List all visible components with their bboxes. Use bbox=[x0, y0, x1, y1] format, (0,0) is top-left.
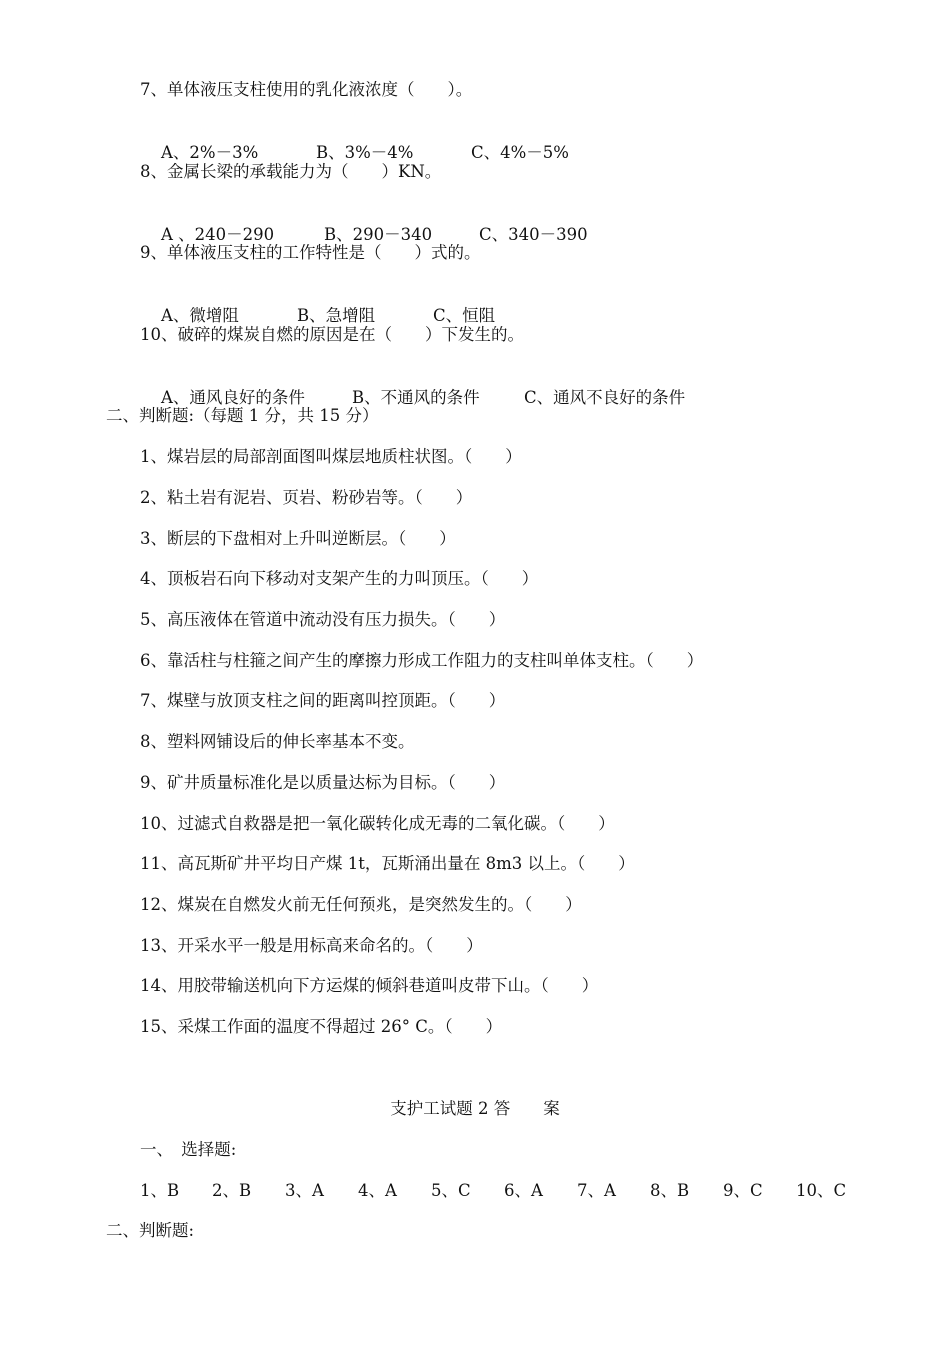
tf-item: 6、靠活柱与柱箍之间产生的摩擦力形成工作阻力的支柱叫单体支柱。（ ） bbox=[140, 651, 704, 670]
answer-item: 10、C bbox=[796, 1181, 847, 1200]
answer-item: 3、A bbox=[285, 1181, 324, 1200]
option: A 、240－290 bbox=[160, 225, 275, 244]
option: B、3%－4% bbox=[315, 143, 414, 162]
tf-item: 10、过滤式自救器是把一氧化碳转化成无毒的二氧化碳。（ ） bbox=[140, 814, 615, 833]
mc-question-8: 8、金属长梁的承载能力为（ ）KN。 bbox=[140, 162, 442, 181]
tf-item: 8、塑料网铺设后的伸长率基本不变。 bbox=[140, 732, 415, 751]
answer-item: 4、A bbox=[358, 1181, 397, 1200]
answer-item: 2、B bbox=[212, 1181, 252, 1200]
answers-mc-heading: 一、 选择题: bbox=[140, 1140, 237, 1159]
answer-item: 7、A bbox=[577, 1181, 616, 1200]
tf-item: 2、粘土岩有泥岩、页岩、粉砂岩等。（ ） bbox=[140, 488, 473, 507]
option: B、不通风的条件 bbox=[351, 388, 480, 407]
tf-item: 15、采煤工作面的温度不得超过 26° C。（ ） bbox=[140, 1017, 503, 1036]
tf-item: 7、煤壁与放顶支柱之间的距离叫控顶距。（ ） bbox=[140, 691, 506, 710]
answer-item: 1、B bbox=[140, 1181, 180, 1200]
tf-item: 3、断层的下盘相对上升叫逆断层。（ ） bbox=[140, 529, 456, 548]
tf-item: 12、煤炭在自燃发火前无任何预兆，是突然发生的。（ ） bbox=[140, 895, 582, 914]
answer-item: 5、C bbox=[431, 1181, 471, 1200]
tf-item: 5、高压液体在管道中流动没有压力损失。（ ） bbox=[140, 610, 506, 629]
answers-tf-heading: 二、判断题: bbox=[106, 1221, 195, 1240]
tf-item: 11、高瓦斯矿井平均日产煤 1t，瓦斯涌出量在 8m3 以上。（ ） bbox=[140, 854, 635, 873]
option: A、通风良好的条件 bbox=[160, 388, 305, 407]
mc-question-10: 10、破碎的煤炭自燃的原因是在（ ）下发生的。 bbox=[140, 325, 524, 344]
tf-heading: 二、判断题:（每题 1 分，共 15 分） bbox=[106, 406, 379, 425]
tf-item: 1、煤岩层的局部剖面图叫煤层地质柱状图。（ ） bbox=[140, 447, 522, 466]
answer-item: 8、B bbox=[650, 1181, 690, 1200]
option: B、290－340 bbox=[323, 225, 433, 244]
tf-item: 13、开采水平一般是用标高来命名的。（ ） bbox=[140, 936, 483, 955]
option: A、2%－3% bbox=[160, 143, 259, 162]
answers-title: 支护工试题 2 答 案 bbox=[390, 1099, 560, 1118]
answer-item: 9、C bbox=[723, 1181, 763, 1200]
option: C、340－390 bbox=[478, 225, 588, 244]
mc-question-7: 7、单体液压支柱使用的乳化液浓度（ ）。 bbox=[140, 80, 473, 99]
tf-item: 14、用胶带输送机向下方运煤的倾斜巷道叫皮带下山。（ ） bbox=[140, 976, 599, 995]
tf-item: 9、矿井质量标准化是以质量达标为目标。（ ） bbox=[140, 773, 506, 792]
option: C、恒阻 bbox=[432, 306, 496, 325]
option: C、4%－5% bbox=[470, 143, 569, 162]
option: C、通风不良好的条件 bbox=[523, 388, 686, 407]
option: A、微增阻 bbox=[160, 306, 239, 325]
tf-item: 4、顶板岩石向下移动对支架产生的力叫顶压。（ ） bbox=[140, 569, 539, 588]
option: B、急增阻 bbox=[296, 306, 376, 325]
mc-question-9: 9、单体液压支柱的工作特性是（ ）式的。 bbox=[140, 243, 481, 262]
answer-item: 6、A bbox=[504, 1181, 543, 1200]
